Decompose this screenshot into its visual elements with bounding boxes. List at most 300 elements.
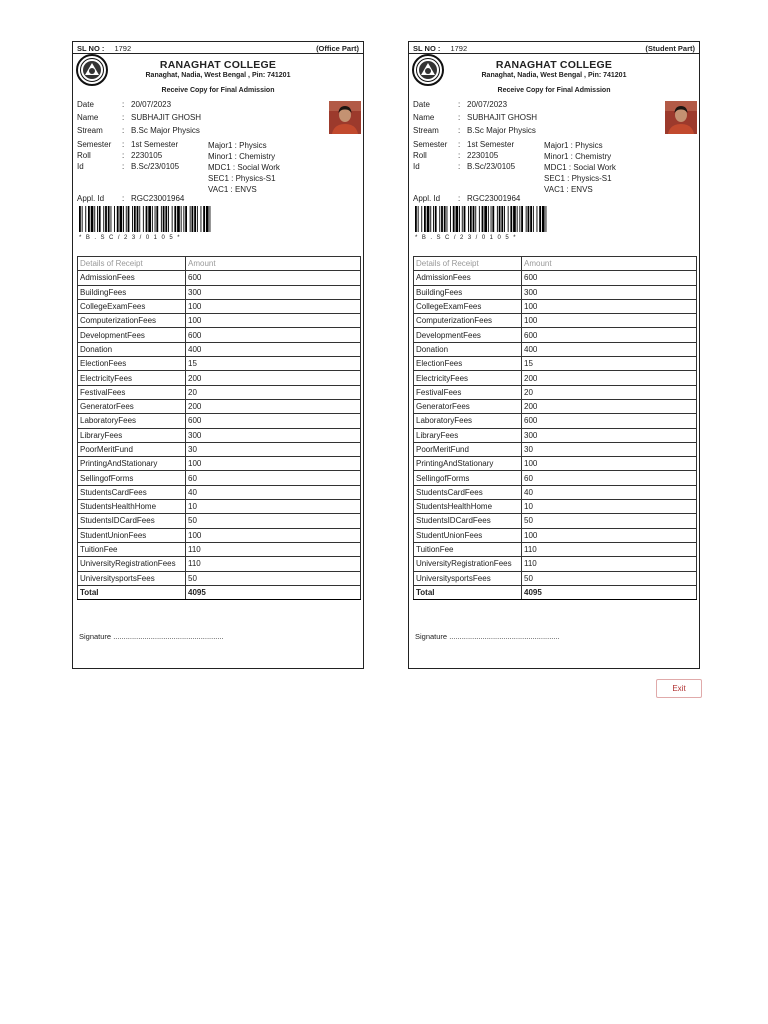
fee-item: DevelopmentFees xyxy=(78,328,186,342)
barcode-bar xyxy=(85,206,86,232)
barcode-bar xyxy=(521,206,523,232)
barcode-bar xyxy=(439,206,440,232)
barcode-bar xyxy=(546,206,547,232)
college-name: RANAGHAT COLLEGE xyxy=(495,59,613,71)
table-row xyxy=(78,371,361,385)
fee-item: AdmissionFees xyxy=(414,271,522,285)
table-row xyxy=(414,314,697,328)
barcode-bar xyxy=(473,206,475,232)
fee-item: ComputerizationFees xyxy=(414,314,522,328)
barcode-bar xyxy=(181,206,182,232)
fee-amount: 50 xyxy=(186,571,361,585)
stream-field: Stream : B.Sc Major Physics xyxy=(77,126,200,135)
table-row xyxy=(414,328,697,342)
fee-item: UniversityRegistrationFees xyxy=(414,557,522,571)
signature-line: Signature ..................................................... xyxy=(415,632,560,641)
barcode-bar xyxy=(430,206,431,232)
table-row xyxy=(78,314,361,328)
fee-item: PrintingAndStationary xyxy=(414,457,522,471)
roll-value: 2230105 xyxy=(467,151,499,160)
fee-amount: 600 xyxy=(522,271,697,285)
barcode-bar xyxy=(510,206,512,232)
barcode-bar xyxy=(450,206,451,232)
fee-item: StudentUnionFees xyxy=(78,528,186,542)
table-row xyxy=(78,514,361,528)
barcode-bar xyxy=(146,206,148,232)
id-value: B.Sc/23/0105 xyxy=(131,162,180,171)
barcode-bar xyxy=(120,206,123,232)
table-header-row xyxy=(414,257,697,271)
stream-value: B.Sc Major Physics xyxy=(131,126,200,135)
fee-item: LibraryFees xyxy=(414,428,522,442)
college-name: RANAGHAT COLLEGE xyxy=(159,59,277,71)
barcode-bar xyxy=(105,206,107,232)
copy-part: (Student Part) xyxy=(645,44,695,53)
fee-item: StudentsIDCardFees xyxy=(414,514,522,528)
table-row xyxy=(414,399,697,413)
fee-item: ElectionFees xyxy=(78,357,186,371)
id-value: B.Sc/23/0105 xyxy=(467,162,516,171)
barcode-bar xyxy=(542,206,545,232)
table-row xyxy=(414,371,697,385)
fee-amount: 40 xyxy=(186,485,361,499)
barcode-bar xyxy=(444,206,446,232)
fee-item: ElectricityFees xyxy=(414,371,522,385)
barcode-bar xyxy=(447,206,448,232)
fee-item: StudentsCardFees xyxy=(414,485,522,499)
barcode-bar xyxy=(484,206,487,232)
barcode-bar xyxy=(519,206,520,232)
fee-amount: 300 xyxy=(186,285,361,299)
table-row xyxy=(78,428,361,442)
copy-title: Receive Copy for Final Admission xyxy=(497,87,611,94)
name-field: Name : SUBHAJIT GHOSH xyxy=(413,113,538,122)
table-row xyxy=(414,299,697,313)
table-row xyxy=(414,457,697,471)
stream-label: Stream xyxy=(77,126,103,135)
student-photo xyxy=(665,101,697,134)
barcode-bar xyxy=(539,206,541,232)
barcode-bar xyxy=(94,206,95,232)
barcode-bar xyxy=(99,206,101,232)
sl-number: 1792 xyxy=(450,44,468,53)
fee-amount: 600 xyxy=(186,271,361,285)
fees-table xyxy=(77,256,361,600)
barcode-bar xyxy=(488,206,489,232)
receipt-student-part xyxy=(408,41,700,669)
amount-header: Amount xyxy=(522,257,697,271)
table-row xyxy=(414,571,697,585)
sl-row xyxy=(413,44,695,53)
fees-table xyxy=(413,256,697,600)
barcode-bar xyxy=(203,206,205,232)
fee-amount: 100 xyxy=(522,314,697,328)
fee-amount: 100 xyxy=(186,528,361,542)
fee-item: StudentsCardFees xyxy=(78,485,186,499)
roll-value: 2230105 xyxy=(131,151,163,160)
subject-sec: SEC1 : Physics-S1 xyxy=(208,174,276,183)
table-row xyxy=(414,542,697,556)
barcode-bar xyxy=(137,206,139,232)
table-row xyxy=(414,528,697,542)
signature-line: Signature ..................................................... xyxy=(79,632,224,641)
barcode-bar xyxy=(508,206,509,232)
fee-item: AdmissionFees xyxy=(78,271,186,285)
fee-item: UniversitysportsFees xyxy=(414,571,522,585)
fee-amount: 100 xyxy=(186,314,361,328)
barcode-bar xyxy=(177,206,180,232)
table-row xyxy=(78,414,361,428)
date-value: 20/07/2023 xyxy=(467,100,508,109)
barcode-bar xyxy=(210,206,211,232)
barcode-bar xyxy=(424,206,426,232)
table-row xyxy=(78,385,361,399)
fee-amount: 50 xyxy=(522,571,697,585)
table-row xyxy=(78,299,361,313)
barcode-bar xyxy=(482,206,484,232)
fee-item: FestivalFees xyxy=(414,385,522,399)
fee-amount: 100 xyxy=(186,457,361,471)
copy-title: Receive Copy for Final Admission xyxy=(161,87,275,94)
fee-amount: 600 xyxy=(522,328,697,342)
semester-label: Semester xyxy=(413,140,448,149)
subject-vac: VAC1 : ENVS xyxy=(208,185,257,194)
student-photo xyxy=(329,101,361,134)
table-row xyxy=(78,542,361,556)
barcode-bar xyxy=(117,206,119,232)
table-row xyxy=(414,500,697,514)
total-row xyxy=(414,585,697,599)
fee-item: LaboratoryFees xyxy=(414,414,522,428)
barcode-bar xyxy=(134,206,136,232)
fee-amount: 100 xyxy=(522,457,697,471)
subject-minor: Minor1 : Chemistry xyxy=(544,152,612,161)
table-row xyxy=(78,328,361,342)
subject-major: Major1 : Physics xyxy=(544,141,603,150)
sl-number: 1792 xyxy=(114,44,132,53)
barcode-bar xyxy=(152,206,153,232)
barcode-bar xyxy=(126,206,127,232)
amount-header: Amount xyxy=(186,257,361,271)
table-row xyxy=(78,571,361,585)
barcode-bar xyxy=(456,206,459,232)
barcode-bar xyxy=(91,206,94,232)
barcode-bar xyxy=(183,206,184,232)
appl-id-field: Appl. Id : RGC23001964 xyxy=(77,194,185,203)
table-row xyxy=(414,271,697,285)
barcode-bar xyxy=(533,206,534,232)
semester-field: Semester : 1st Semester xyxy=(413,140,515,149)
fee-amount: 200 xyxy=(522,371,697,385)
fee-item: LaboratoryFees xyxy=(78,414,186,428)
date-field: Date : 20/07/2023 xyxy=(77,100,172,109)
barcode-bar xyxy=(517,206,518,232)
fee-amount: 40 xyxy=(522,485,697,499)
roll-field: Roll : 2230105 xyxy=(413,151,499,160)
table-row xyxy=(414,428,697,442)
barcode-bar xyxy=(197,206,198,232)
barcode-bar xyxy=(492,206,494,232)
table-row xyxy=(78,271,361,285)
barcode-bar xyxy=(82,206,83,232)
barcode-bar xyxy=(475,206,476,232)
barcode-bar xyxy=(161,206,162,232)
fee-amount: 600 xyxy=(186,328,361,342)
fee-item: BuildingFees xyxy=(414,285,522,299)
fee-item: CollegeExamFees xyxy=(414,299,522,313)
fee-amount: 10 xyxy=(522,500,697,514)
fee-amount: 100 xyxy=(522,299,697,313)
fee-amount: 400 xyxy=(186,342,361,356)
barcode-text: *B.SC/23/0105* xyxy=(415,235,521,241)
total-label: Total xyxy=(414,585,522,599)
fee-item: StudentUnionFees xyxy=(414,528,522,542)
barcode-bar xyxy=(433,206,434,232)
name-field: Name : SUBHAJIT GHOSH xyxy=(77,113,202,122)
id-field: Id : B.Sc/23/0105 xyxy=(413,162,516,171)
exit-button[interactable]: Exit xyxy=(656,679,702,698)
fee-item: StudentsIDCardFees xyxy=(78,514,186,528)
fee-amount: 400 xyxy=(522,342,697,356)
semester-field: Semester : 1st Semester xyxy=(77,140,179,149)
total-amount: 4095 xyxy=(186,585,361,599)
appl-id-field: Appl. Id : RGC23001964 xyxy=(413,194,521,203)
fee-amount: 200 xyxy=(186,399,361,413)
table-header-row xyxy=(78,257,361,271)
copy-part: (Office Part) xyxy=(316,44,359,53)
fee-item: FestivalFees xyxy=(78,385,186,399)
stream-label: Stream xyxy=(413,126,439,135)
fee-item: GeneratorFees xyxy=(78,399,186,413)
fee-item: Donation xyxy=(414,342,522,356)
barcode xyxy=(415,206,549,232)
table-row xyxy=(78,399,361,413)
subject-sec: SEC1 : Physics-S1 xyxy=(544,174,612,183)
total-row xyxy=(78,585,361,599)
barcode-bar xyxy=(165,206,167,232)
barcode-bar xyxy=(459,206,460,232)
table-row xyxy=(414,357,697,371)
id-field: Id : B.Sc/23/0105 xyxy=(77,162,180,171)
subject-minor: Minor1 : Chemistry xyxy=(208,152,276,161)
barcode-bar xyxy=(174,206,176,232)
barcode-bar xyxy=(155,206,156,232)
barcode-text: *B.SC/23/0105* xyxy=(79,235,185,241)
barcode-bar xyxy=(156,206,158,232)
id-label: Id xyxy=(77,162,84,171)
barcode xyxy=(79,206,213,232)
semester-label: Semester xyxy=(77,140,112,149)
date-label: Date xyxy=(413,100,430,109)
fee-item: UniversitysportsFees xyxy=(78,571,186,585)
roll-label: Roll xyxy=(77,151,91,160)
barcode-bar xyxy=(97,206,98,232)
college-address: Ranaghat, Nadia, West Bengal , Pin: 741201 xyxy=(145,72,291,79)
barcode-bar xyxy=(79,206,81,232)
barcode-bar xyxy=(470,206,472,232)
total-amount: 4095 xyxy=(522,585,697,599)
fee-amount: 200 xyxy=(186,371,361,385)
semester-value: 1st Semester xyxy=(467,140,515,149)
barcode-bar xyxy=(513,206,516,232)
table-row xyxy=(414,557,697,571)
subject-vac: VAC1 : ENVS xyxy=(544,185,593,194)
name-value: SUBHAJIT GHOSH xyxy=(467,113,538,122)
table-row xyxy=(414,342,697,356)
fee-amount: 15 xyxy=(186,357,361,371)
barcode-bar xyxy=(172,206,173,232)
barcode-bar xyxy=(132,206,133,232)
date-label: Date xyxy=(77,100,94,109)
appl-id-label: Appl. Id xyxy=(77,194,105,203)
fee-item: TuitionFee xyxy=(78,542,186,556)
stream-value: B.Sc Major Physics xyxy=(467,126,536,135)
barcode-bar xyxy=(537,206,538,232)
barcode-bar xyxy=(88,206,90,232)
fee-amount: 20 xyxy=(186,385,361,399)
fee-item: PoorMeritFund xyxy=(414,442,522,456)
barcode-bar xyxy=(415,206,417,232)
fee-amount: 100 xyxy=(186,299,361,313)
name-label: Name xyxy=(77,113,99,122)
table-row xyxy=(414,485,697,499)
barcode-bar xyxy=(464,206,466,232)
table-row xyxy=(78,357,361,371)
semester-value: 1st Semester xyxy=(131,140,179,149)
roll-field: Roll : 2230105 xyxy=(77,151,163,160)
fee-amount: 20 xyxy=(522,385,697,399)
appl-id-value: RGC23001964 xyxy=(131,194,185,203)
table-row xyxy=(414,285,697,299)
fee-amount: 600 xyxy=(186,414,361,428)
barcode-bar xyxy=(185,206,187,232)
fee-item: ElectionFees xyxy=(414,357,522,371)
id-label: Id xyxy=(413,162,420,171)
barcode-bar xyxy=(435,206,437,232)
barcode-bar xyxy=(163,206,165,232)
fee-item: Donation xyxy=(78,342,186,356)
details-header: Details of Receipt xyxy=(414,257,522,271)
table-row xyxy=(78,528,361,542)
fee-amount: 50 xyxy=(186,514,361,528)
barcode-bar xyxy=(201,206,202,232)
fee-amount: 30 xyxy=(522,442,697,456)
table-row xyxy=(78,557,361,571)
barcode-bar xyxy=(421,206,422,232)
fee-amount: 60 xyxy=(186,471,361,485)
barcode-bar xyxy=(468,206,469,232)
barcode-bar xyxy=(418,206,419,232)
name-value: SUBHAJIT GHOSH xyxy=(131,113,202,122)
fee-item: CollegeExamFees xyxy=(78,299,186,313)
table-row xyxy=(78,342,361,356)
fee-item: StudentsHealthHome xyxy=(78,500,186,514)
table-row xyxy=(78,285,361,299)
sl-label: SL NO : xyxy=(77,44,105,53)
sl-label: SL NO : xyxy=(413,44,441,53)
barcode-bar xyxy=(108,206,110,232)
barcode-bar xyxy=(168,206,169,232)
table-row xyxy=(414,471,697,485)
college-address: Ranaghat, Nadia, West Bengal , Pin: 741201 xyxy=(481,72,627,79)
barcode-bar xyxy=(190,206,191,232)
stream-field: Stream : B.Sc Major Physics xyxy=(413,126,536,135)
appl-id-label: Appl. Id xyxy=(413,194,441,203)
fee-amount: 300 xyxy=(186,428,361,442)
fee-amount: 300 xyxy=(522,428,697,442)
divider xyxy=(409,53,699,54)
table-row xyxy=(414,414,697,428)
appl-id-value: RGC23001964 xyxy=(467,194,521,203)
barcode-bar xyxy=(530,206,532,232)
fee-item: BuildingFees xyxy=(78,285,186,299)
table-row xyxy=(78,457,361,471)
barcode-bar xyxy=(128,206,130,232)
barcode-bar xyxy=(441,206,443,232)
fee-amount: 110 xyxy=(186,542,361,556)
barcode-bar xyxy=(111,206,112,232)
table-row xyxy=(78,500,361,514)
barcode-bar xyxy=(427,206,430,232)
barcode-bar xyxy=(143,206,144,232)
fee-amount: 110 xyxy=(522,542,697,556)
barcode-bar xyxy=(103,206,104,232)
fee-amount: 100 xyxy=(522,528,697,542)
total-label: Total xyxy=(78,585,186,599)
fee-item: PrintingAndStationary xyxy=(78,457,186,471)
roll-label: Roll xyxy=(413,151,427,160)
barcode-bar xyxy=(491,206,492,232)
barcode-bar xyxy=(139,206,140,232)
details-header: Details of Receipt xyxy=(78,257,186,271)
fee-amount: 110 xyxy=(522,557,697,571)
barcode-bar xyxy=(453,206,455,232)
barcode-bar xyxy=(528,206,530,232)
fee-item: ElectricityFees xyxy=(78,371,186,385)
barcode-bar xyxy=(499,206,501,232)
name-label: Name xyxy=(413,113,435,122)
barcode-bar xyxy=(462,206,463,232)
fee-item: DevelopmentFees xyxy=(414,328,522,342)
fee-amount: 50 xyxy=(522,514,697,528)
subject-mdc: MDC1 : Social Work xyxy=(544,163,616,172)
subject-major: Major1 : Physics xyxy=(208,141,267,150)
barcode-bar xyxy=(114,206,115,232)
barcode-bar xyxy=(504,206,505,232)
barcode-bar xyxy=(148,206,151,232)
date-field: Date : 20/07/2023 xyxy=(413,100,508,109)
fee-amount: 200 xyxy=(522,399,697,413)
fee-item: PoorMeritFund xyxy=(78,442,186,456)
sl-row xyxy=(77,44,359,53)
fee-amount: 60 xyxy=(522,471,697,485)
barcode-bar xyxy=(526,206,527,232)
barcode-bar xyxy=(194,206,196,232)
subject-list xyxy=(544,140,616,195)
fee-item: GeneratorFees xyxy=(414,399,522,413)
fee-item: LibraryFees xyxy=(78,428,186,442)
barcode-bar xyxy=(497,206,498,232)
subject-list xyxy=(208,140,280,195)
fee-amount: 10 xyxy=(186,500,361,514)
table-row xyxy=(78,442,361,456)
barcode-bar xyxy=(479,206,480,232)
table-row xyxy=(78,485,361,499)
fee-item: TuitionFee xyxy=(414,542,522,556)
receipt-office-part xyxy=(72,41,364,669)
fee-amount: 15 xyxy=(522,357,697,371)
table-row xyxy=(78,471,361,485)
